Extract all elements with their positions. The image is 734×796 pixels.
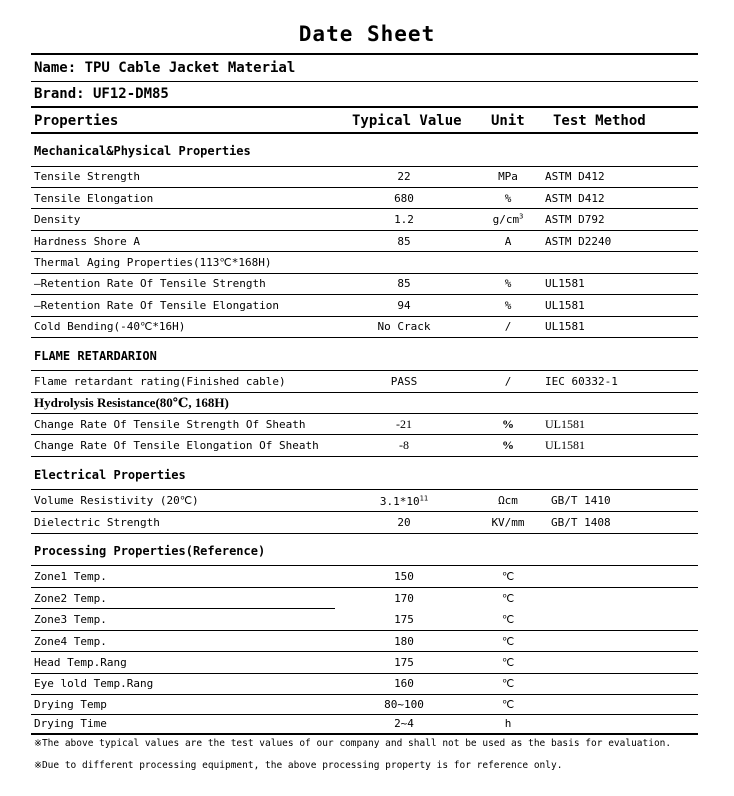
rule: [31, 565, 698, 566]
title-rule: [31, 53, 698, 55]
section-mechanical: Mechanical&Physical Properties: [34, 144, 251, 158]
row-unit: %: [502, 417, 514, 431]
header-test-method: Test Method: [553, 113, 646, 129]
rule: [31, 489, 698, 490]
footnote: ※The above typical values are the test values of our company and shall not be used as the basis for evaluation.: [34, 738, 672, 749]
row-value: 680: [394, 192, 414, 205]
row-method: GB/T 1410: [551, 494, 611, 507]
row-property: Tensile Strength: [34, 170, 140, 183]
row-unit: KV/mm: [491, 516, 525, 529]
row-method: GB/T 1408: [551, 516, 611, 529]
row-value: 150: [394, 570, 414, 583]
row-property: Drying Time: [34, 717, 107, 730]
row-method: ASTM D792: [545, 213, 605, 226]
rule: [31, 413, 698, 414]
row-unit: MPa: [498, 170, 518, 183]
rule: [31, 230, 698, 231]
row-unit: ℃: [501, 635, 515, 648]
row-method: IEC 60332-1: [545, 375, 618, 388]
row-value: 180: [394, 635, 414, 648]
row-value: No Crack: [377, 320, 431, 333]
row-unit: /: [504, 375, 512, 388]
row-method: UL1581: [545, 320, 585, 333]
row-value: 80~100: [384, 698, 424, 711]
row-value: PASS: [390, 375, 418, 388]
rule: [31, 187, 698, 188]
row-value: 170: [394, 592, 414, 605]
row-property: Thermal Aging Properties(113℃*168H): [34, 256, 272, 269]
row-method: ASTM D412: [545, 170, 605, 183]
rule: [31, 733, 698, 735]
row-method: UL1581: [545, 277, 585, 290]
row-property: Dielectric Strength: [34, 516, 160, 529]
row-method: ASTM D412: [545, 192, 605, 205]
rule: [31, 370, 698, 371]
value-text: 3.1*10: [379, 495, 420, 508]
rule: [31, 587, 698, 588]
rule: [31, 434, 698, 435]
rule: [31, 694, 698, 695]
row-unit: %: [502, 438, 514, 452]
row-unit: %: [504, 277, 512, 290]
product-brand: Brand: UF12-DM85: [34, 86, 169, 102]
footnote: ※Due to different processing equipment, the above processing property is for reference only.: [34, 760, 563, 771]
row-property: Zone1 Temp.: [34, 570, 107, 583]
row-property: Cold Bending(-40℃*16H): [34, 320, 186, 333]
rule: [31, 273, 698, 274]
row-value: 85: [397, 277, 411, 290]
row-property: Hardness Shore A: [34, 235, 140, 248]
row-value: 20: [397, 516, 411, 529]
row-property: Eye lold Temp.Rang: [34, 677, 154, 690]
rule: [31, 132, 698, 134]
row-property: Tensile Elongation: [34, 192, 154, 205]
row-value: 1.2: [394, 213, 414, 226]
row-value: 175: [394, 613, 414, 626]
row-method: UL1581: [545, 299, 585, 312]
row-unit: ℃: [501, 613, 515, 626]
unit-text: g/cm: [492, 213, 520, 226]
rule: [31, 651, 698, 652]
row-property: Zone2 Temp.: [34, 592, 107, 605]
section-flame: FLAME RETARDARION: [34, 349, 157, 363]
page-title: Date Sheet: [298, 22, 436, 46]
rule: [31, 166, 698, 167]
row-value: 22: [397, 170, 411, 183]
row-value: -8: [399, 438, 409, 452]
row-unit: h: [504, 717, 512, 730]
value-superscript: 11: [419, 494, 429, 503]
row-unit: /: [504, 320, 512, 333]
rule: [31, 673, 698, 674]
header-typical-value: Typical Value: [352, 113, 462, 129]
rule: [31, 251, 698, 252]
rule: [31, 81, 698, 82]
row-property: Drying Temp: [34, 698, 107, 711]
rule: [31, 456, 698, 457]
row-value: 175: [394, 656, 414, 669]
rule: [31, 392, 698, 393]
row-unit: ℃: [501, 570, 515, 583]
row-property: Change Rate Of Tensile Elongation Of Sheath: [34, 439, 319, 452]
rule: [31, 106, 698, 108]
row-unit: ℃: [501, 698, 515, 711]
row-unit: ℃: [501, 677, 515, 690]
rule: [31, 294, 698, 295]
rule-partial: [31, 608, 335, 609]
row-unit: Ωcm: [498, 494, 518, 507]
row-property: Volume Resistivity (20℃): [34, 494, 199, 507]
row-value: [344, 496, 464, 507]
row-unit: ℃: [501, 592, 515, 605]
unit-superscript: 3: [519, 212, 524, 221]
rule: [31, 511, 698, 512]
row-method: UL1581: [545, 417, 585, 431]
row-property: Zone4 Temp.: [34, 635, 107, 648]
rule: [31, 714, 698, 715]
row-value: 85: [397, 235, 411, 248]
row-method: ASTM D2240: [545, 235, 612, 248]
row-property: Change Rate Of Tensile Strength Of Sheath: [34, 418, 306, 431]
section-hydrolysis: Hydrolysis Resistance(80℃, 168H): [34, 395, 229, 410]
row-unit: [478, 214, 538, 225]
rule: [31, 337, 698, 338]
row-value: 160: [394, 677, 414, 690]
rule: [31, 630, 698, 631]
rule: [31, 316, 698, 317]
section-processing: Processing Properties(Reference): [34, 544, 266, 558]
row-property: Zone3 Temp.: [34, 613, 107, 626]
row-unit: ℃: [501, 656, 515, 669]
row-property: —Retention Rate Of Tensile Elongation: [34, 299, 280, 312]
rule: [31, 533, 698, 534]
row-value: -21: [396, 417, 412, 431]
row-property: Head Temp.Rang: [34, 656, 127, 669]
row-property: —Retention Rate Of Tensile Strength: [34, 277, 266, 290]
row-value: 2~4: [394, 717, 414, 730]
section-electrical: Electrical Properties: [34, 468, 186, 482]
row-property: Density: [34, 213, 81, 226]
rule: [31, 208, 698, 209]
row-unit: A: [504, 235, 512, 248]
row-method: UL1581: [545, 438, 585, 452]
product-name: Name: TPU Cable Jacket Material: [34, 60, 296, 76]
row-property: Flame retardant rating(Finished cable): [34, 375, 286, 388]
header-unit: Unit: [491, 113, 525, 129]
row-unit: %: [504, 192, 512, 205]
row-value: 94: [397, 299, 411, 312]
header-properties: Properties: [34, 113, 119, 129]
row-unit: %: [504, 299, 512, 312]
